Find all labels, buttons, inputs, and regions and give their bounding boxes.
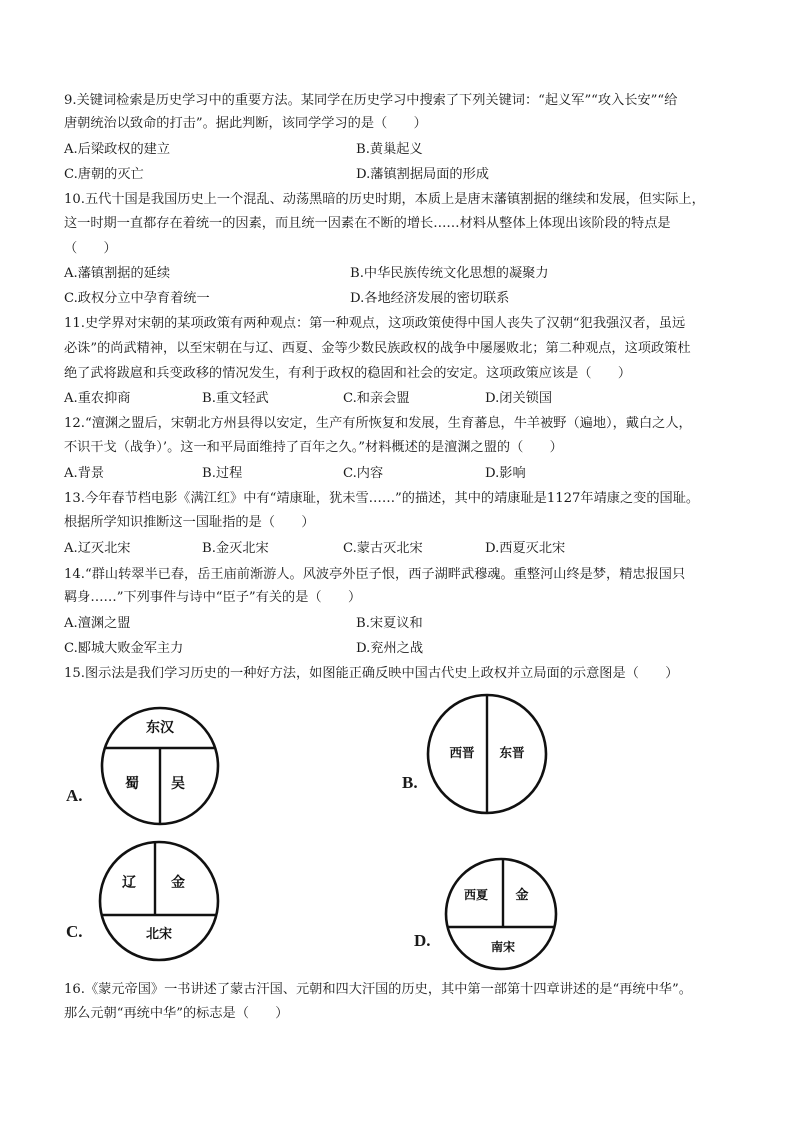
diagram-c (98, 840, 220, 962)
question-13-option-c: C.蒙古灭北宋 (343, 541, 423, 556)
question-14-option-b: B.宋夏议和 (356, 616, 423, 631)
question-13-option-d: D.西夏灭北宋 (485, 541, 566, 556)
diagram-a-label: A. (66, 786, 83, 805)
question-14-line-1: 14.“群山转翠半已春，岳王庙前渐游人。风波亭外臣子恨，西子湖畔武穆魂。重整河山终是梦，精忠报国只 (64, 567, 686, 582)
question-9-option-b: B.黄巢起义 (356, 142, 423, 157)
question-11-option-b: B.重文轻武 (202, 391, 269, 406)
diagram-c-bottom-label: 北宋 (145, 927, 173, 942)
diagram-b (426, 693, 548, 815)
question-10-line-2: 这一时期一直都存在着统一的因素，而且统一因素在不断的增长……材料从整体上体现出该阶段的特点是 (64, 216, 671, 231)
question-9-line-1: 9.关键词检索是历史学习中的重要方法。某同学在历史学习中搜索了下列关键词：“起义军”“攻入长安”“给 (64, 93, 678, 108)
question-10-line-3: （ ） (64, 241, 117, 256)
diagram-d-bottom-label: 南宋 (490, 940, 516, 954)
diagram-d (444, 857, 558, 971)
question-9-option-d: D.藩镇割据局面的形成 (356, 167, 489, 182)
question-11-line-2: 必诛”的尚武精神，以至宋朝在与辽、西夏、金等少数民族政权的战争中屡屡败北；第二种观点，这项政策杜 (64, 341, 691, 356)
question-14-option-a: A.澶渊之盟 (64, 616, 131, 631)
question-12-line-2: 不识干戈（战争）’。这一和平局面维持了百年之久。”材料概述的是澶渊之盟的（ ） (64, 440, 563, 455)
question-10-option-a: A.藩镇割据的延续 (64, 266, 171, 281)
diagram-c-label: C. (66, 922, 83, 941)
question-14-line-2: 羁身……”下列事件与诗中“臣子”有关的是（ ） (64, 590, 362, 605)
question-14-option-d: D.兖州之战 (356, 641, 424, 656)
diagram-d-top-right-label: 金 (515, 888, 529, 903)
diagram-d-top-left-label: 西夏 (463, 888, 489, 902)
question-13-line-1: 13.今年春节档电影《满江红》中有“靖康耻，犹未雪……”的描述，其中的靖康耻是1127年靖康之变的国耻。 (64, 491, 700, 506)
question-16-line-2: 那么元朝“再统中华”的标志是（ ） (64, 1006, 289, 1021)
question-10-option-c: C.政权分立中孕育着统一 (64, 291, 210, 306)
diagram-a-top-label: 东汉 (146, 720, 174, 736)
question-11-line-3: 绝了武将跋扈和兵变政移的情况发生，有利于政权的稳固和社会的安定。这项政策应该是（ ） (64, 366, 632, 381)
question-11-option-a: A.重农抑商 (64, 391, 131, 406)
question-13-option-b: B.金灭北宋 (202, 541, 269, 556)
diagram-c-top-right-label: 金 (171, 875, 185, 891)
question-12-option-c: C.内容 (343, 466, 384, 481)
question-15-line-1: 15.图示法是我们学习历史的一种好方法，如图能正确反映中国古代史上政权并立局面的示意图是（ ） (64, 666, 679, 681)
question-12-option-a: A.背景 (64, 466, 105, 481)
diagram-c-top-left-label: 辽 (122, 875, 136, 891)
question-11-option-c: C.和亲会盟 (343, 391, 410, 406)
question-14-option-c: C.郾城大败金军主力 (64, 641, 184, 656)
diagram-b-right-label: 东晋 (499, 745, 525, 760)
question-12-line-1: 12.“澶渊之盟后，宋朝北方州县得以安定，生产有所恢复和发展，生育蕃息，牛羊被野（遍地），戴白之人， (64, 416, 692, 431)
question-9-option-c: C.唐朝的灭亡 (64, 167, 144, 182)
diagram-a (100, 706, 220, 826)
diagram-a-bottom-right-label: 吴 (171, 776, 185, 792)
question-11-option-d: D.闭关锁国 (485, 391, 553, 406)
question-16-line-1: 16.《蒙元帝国》一书讲述了蒙古汗国、元朝和四大汗国的历史，其中第一部第十四章讲述的是“再统中华”。 (64, 982, 692, 997)
question-9-option-a: A.后梁政权的建立 (64, 142, 171, 157)
question-12-option-d: D.影响 (485, 466, 526, 481)
question-10-option-d: D.各地经济发展的密切联系 (350, 291, 510, 306)
question-9-line-2: 唐朝统治以致命的打击”。据此判断，该同学学习的是（ ） (64, 116, 427, 131)
question-12-option-b: B.过程 (202, 466, 243, 481)
question-10-line-1: 10.五代十国是我国历史上一个混乱、动荡黑暗的历史时期，本质上是唐末藩镇割据的继续和发展，但实际上， (64, 192, 705, 207)
diagram-d-label: D. (414, 931, 431, 950)
diagram-b-left-label: 西晋 (449, 745, 475, 760)
question-11-line-1: 11.史学界对宋朝的某项政策有两种观点：第一种观点，这项政策使得中国人丧失了汉朝“犯我强汉者，虽远 (64, 316, 686, 331)
question-13-line-2: 根据所学知识推断这一国耻指的是（ ） (64, 515, 315, 530)
question-10-option-b: B.中华民族传统文化思想的凝聚力 (350, 266, 549, 281)
diagram-b-label: B. (402, 773, 418, 792)
question-13-option-a: A.辽灭北宋 (64, 541, 131, 556)
diagram-a-bottom-left-label: 蜀 (125, 776, 139, 792)
